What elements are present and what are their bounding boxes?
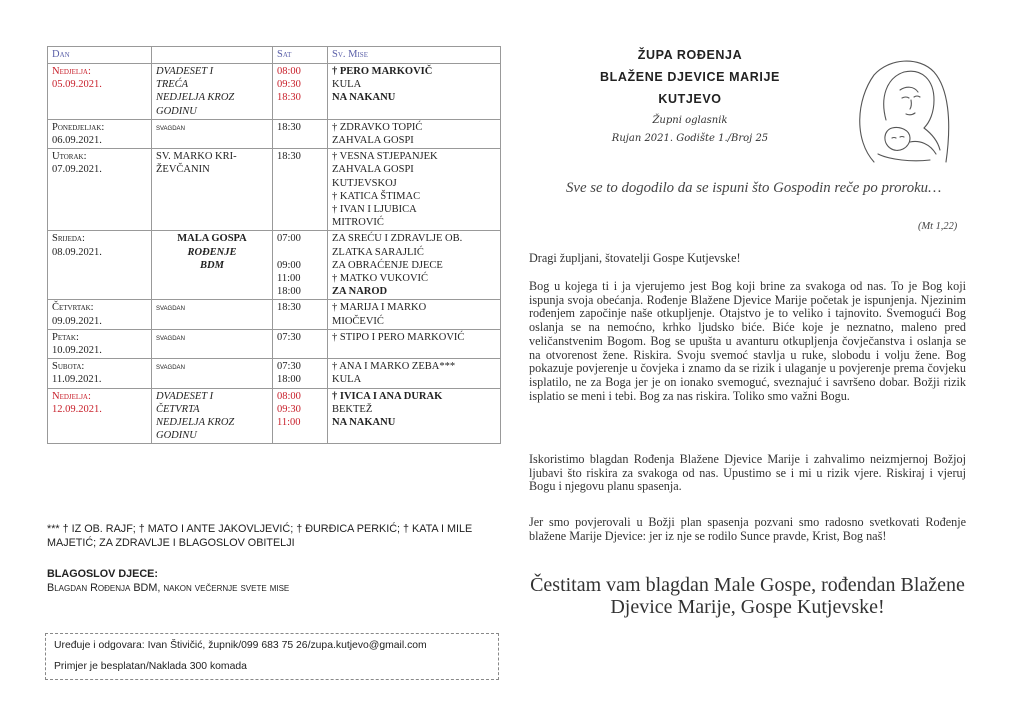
intention: ZLATKA SARAJLIĆ — [332, 246, 424, 258]
day-label: Nedjelja: — [52, 390, 91, 402]
intention: † ANA I MARKO ZEBA*** — [332, 361, 456, 373]
intention: † VESNA STJEPANJEK — [332, 151, 438, 163]
mass-time: 07:00 — [277, 233, 301, 245]
day-label: Nedjelja: — [52, 66, 91, 77]
feast-line: NEDJELJA KROZ — [156, 92, 235, 104]
greeting: Dragi župljani, štovatelji Gospe Kutjevske! — [529, 251, 741, 265]
day-cell — [48, 119, 152, 148]
day-date: 09.09.2021. — [52, 315, 102, 327]
parish-name-line1: ŽUPA ROĐENJA — [637, 48, 743, 62]
intention: NA NAKANU — [332, 417, 396, 429]
table-header-row — [48, 47, 501, 64]
parish-name-line3: KUTJEVO — [658, 92, 722, 106]
feast-line: svagdan — [156, 332, 185, 342]
feast-line: svagdan — [156, 122, 185, 132]
day-label: Ponedjeljak: — [52, 121, 105, 133]
scripture-quote: Sve se to dogodilo da se ispuni što Gospodin reče po proroku… — [566, 180, 942, 196]
feast-line: ROĐENJE — [187, 246, 237, 258]
intention: † IVAN I LJUBICA — [332, 204, 417, 216]
madonna-and-child-icon — [834, 50, 962, 170]
intention: KULA — [332, 79, 362, 91]
mass-time: 11:00 — [277, 272, 301, 284]
time-cell — [273, 119, 328, 148]
day-label: Srijeda: — [52, 233, 85, 245]
header-time: Sat — [273, 47, 328, 64]
table-row — [48, 329, 501, 358]
intention: † MARIJA I MARKO — [332, 302, 427, 314]
day-cell — [48, 329, 152, 358]
intentions-cell — [328, 300, 501, 329]
feast-line: TREĆA — [156, 79, 189, 91]
day-date: 06.09.2021. — [52, 135, 102, 147]
table-row — [48, 359, 501, 388]
intention: † MATKO VUKOVIĆ — [332, 273, 429, 285]
day-date: 08.09.2021. — [52, 246, 102, 258]
mass-time: 18:30 — [277, 151, 301, 163]
day-cell — [48, 388, 152, 444]
intentions-cell — [328, 119, 501, 148]
scripture-reference: (Mt 1,22) — [918, 221, 958, 232]
header-feast — [152, 47, 273, 64]
intention: NA NAKANU — [332, 92, 396, 104]
editor-box — [45, 633, 499, 680]
table-row — [48, 388, 501, 444]
intentions-cell — [328, 388, 501, 444]
extra-intentions: *** † IZ OB. RAJF; † MATO I ANTE JAKOVLJEVIĆ; † ĐURĐICA PERKIĆ; † KATA I MILE MAJETIĆ; ZA ZDRAVLJE I BLAGOSLOV OBITELJI — [47, 523, 473, 549]
parish-name-line2: BLAŽENE DJEVICE MARIJE — [600, 70, 780, 84]
mass-time: 07:30 — [277, 361, 301, 373]
paragraph-1: Bog u kojega ti i ja vjerujemo jest Bog koji brine za svakoga od nas. To je Bog koji ispunja svoja obećanja. Rođenje Blažene Djevice Marije početak je ispunjenja. Njezinim rođenjem započinje naše otkupljenje. Otajstvo je to veliko i tajnovito. Svemogući Bog oslanja se na nemoćno, krhko ljudsko biće. Biće koje je neznatno, maleno pred veličanstvenim Bogom. Bog se upušta u avanturu otkupljenja čovječanstva i oslanja se na otvorenost žene. Riskira. Svoju svemoć stavlja u ruke, slobodu i volju žene. Bog pokazuje povjerenje u čovjeka i znamo da se rizik i ulaganje u povjerenje prema čovjeku isplatilo, ne za Boga jer je on ionako svemoguć, sveznajuć i savršeno dobar. Božji rizik isplatio se meni i tebi. Bog za nas riskira. Toliko smo važni Bogu. — [529, 279, 966, 403]
table-row — [48, 149, 501, 231]
time-cell — [273, 388, 328, 444]
day-date: 11.09.2021. — [52, 374, 102, 386]
intention: MIOČEVIĆ — [332, 315, 384, 327]
feast-line: GODINU — [156, 105, 197, 117]
mass-time: 11:00 — [277, 417, 301, 429]
table-row — [48, 231, 501, 300]
time-cell — [273, 149, 328, 231]
feast-congratulation: Čestitam vam blagdan Male Gospe, rođendan Blažene Djevice Marije, Gospe Kutjevske! — [530, 574, 965, 618]
feast-line: ŽEVČANIN — [156, 164, 210, 176]
day-cell — [48, 231, 152, 300]
mass-time: 08:00 — [277, 66, 301, 77]
intention: † PERO MARKOVIČ — [332, 66, 433, 77]
intentions-cell — [328, 149, 501, 231]
bulletin-subtitle: Župni oglasnik — [652, 115, 728, 126]
intention: ZAHVALA GOSPI — [332, 135, 414, 147]
feast-cell — [152, 231, 273, 300]
intention: † ZDRAVKO TOPIĆ — [332, 121, 423, 133]
intention: BEKTEŽ — [332, 403, 373, 415]
intention: † IVICA I ANA DURAK — [332, 390, 443, 402]
feast-cell — [152, 388, 273, 444]
feast-line: BDM — [200, 259, 224, 271]
blessing-heading: BLAGOSLOV DJECE: — [47, 568, 158, 580]
table-row — [48, 119, 501, 148]
feast-cell — [152, 149, 273, 231]
day-cell — [48, 64, 152, 120]
time-cell — [273, 231, 328, 300]
feast-line: GODINU — [156, 430, 197, 442]
time-gap — [277, 246, 323, 259]
intention: KULA — [332, 374, 362, 386]
mass-time: 09:30 — [277, 79, 301, 91]
mass-time: 07:30 — [277, 331, 301, 343]
day-date: 10.09.2021. — [52, 345, 102, 357]
intention: KUTJEVSKOJ — [332, 177, 397, 189]
mass-time: 18:00 — [277, 286, 301, 298]
intention: MITROVIĆ — [332, 217, 384, 229]
feast-line: NEDJELJA KROZ — [156, 417, 235, 429]
intentions-cell — [328, 231, 501, 300]
time-cell — [273, 64, 328, 120]
feast-cell — [152, 329, 273, 358]
day-date: 07.09.2021. — [52, 164, 102, 176]
day-cell — [48, 300, 152, 329]
header-day: Dan — [48, 47, 152, 64]
feast-line: DVADESET I — [156, 390, 214, 402]
day-cell — [48, 149, 152, 231]
blessing-text: Blagdan Rođenja BDM, nakon večernje svete mise — [47, 582, 290, 594]
mass-time: 18:30 — [277, 92, 301, 104]
day-date: 12.09.2021. — [52, 403, 102, 415]
mass-time: 09:00 — [277, 259, 301, 271]
mass-time: 18:30 — [277, 302, 301, 314]
feast-line: svagdan — [156, 303, 185, 313]
intentions-cell — [328, 359, 501, 388]
feast-cell — [152, 119, 273, 148]
feast-line: SV. MARKO KRI- — [156, 151, 237, 163]
feast-line: DVADESET I — [156, 66, 214, 77]
table-row — [48, 300, 501, 329]
day-label: Četvrtak: — [52, 302, 94, 314]
mass-time: 18:30 — [277, 121, 301, 133]
feast-line: MALA GOSPA — [177, 233, 247, 245]
intention: † KATICA ŠTIMAC — [332, 190, 421, 202]
editor-line: Uređuje i odgovara: Ivan Štivičić, župnik/099 683 75 26/zupa.kutjevo@gmail.com — [54, 640, 427, 651]
feast-cell — [152, 64, 273, 120]
feast-cell — [152, 359, 273, 388]
intention: ZA NAROD — [332, 286, 388, 298]
intention: ZA OBRAĆENJE DJECE — [332, 259, 443, 271]
header-intentions: Sv. Mise — [328, 47, 501, 64]
day-date: 05.09.2021. — [52, 79, 102, 91]
intention: † STIPO I PERO MARKOVIĆ — [332, 331, 465, 343]
day-cell — [48, 359, 152, 388]
issue-info: Rujan 2021. Godište 1./Broj 25 — [611, 133, 769, 144]
time-cell — [273, 329, 328, 358]
mass-schedule-table — [47, 46, 501, 444]
time-cell — [273, 300, 328, 329]
day-label: Utorak: — [52, 151, 87, 163]
mass-time: 09:30 — [277, 403, 301, 415]
time-cell — [273, 359, 328, 388]
intention: ZA SREĆU I ZDRAVLJE OB. — [332, 233, 463, 245]
feast-cell — [152, 300, 273, 329]
intentions-cell — [328, 329, 501, 358]
paragraph-3: Jer smo povjerovali u Božji plan spasenja pozvani smo radosno svetkovati Rođenje blažene Marije Djevice: jer iz nje se rodilo Sunce pravde, Krist, Bog naš! — [529, 515, 966, 543]
day-label: Petak: — [52, 331, 79, 343]
feast-line: ČETVRTA — [156, 403, 200, 415]
table-row — [48, 64, 501, 120]
print-info-line: Primjer je besplatan/Naklada 300 komada — [54, 661, 247, 672]
day-label: Subota: — [52, 361, 85, 373]
intentions-cell — [328, 64, 501, 120]
intention: ZAHVALA GOSPI — [332, 164, 414, 176]
mass-time: 08:00 — [277, 390, 301, 402]
mass-time: 18:00 — [277, 374, 301, 386]
paragraph-2: Iskoristimo blagdan Rođenja Blažene Djevice Marije i zahvalimo neizmjernoj Božjoj ljubavi što riskira za svakoga od nas. Upustimo se i mi u rizik vjere. Riskiraj i vjeruj Bogu i njegovu planu spasenja. — [529, 452, 966, 494]
feast-line: svagdan — [156, 362, 185, 372]
